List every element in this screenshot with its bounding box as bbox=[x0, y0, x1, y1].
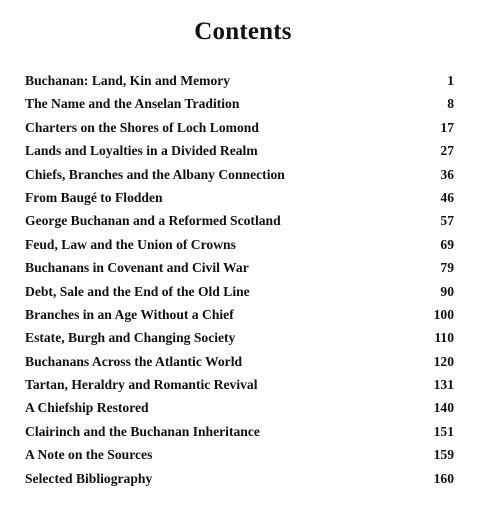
toc-entry-title: Chiefs, Branches and the Albany Connection bbox=[25, 166, 285, 182]
toc-entry-title: Debt, Sale and the End of the Old Line bbox=[25, 283, 250, 299]
toc-entry-page-number: 110 bbox=[434, 330, 454, 346]
toc-entry bbox=[25, 260, 454, 283]
toc-entry-page-number: 151 bbox=[433, 423, 454, 439]
toc-entry bbox=[25, 96, 454, 119]
toc-entry bbox=[25, 237, 454, 260]
toc-entry bbox=[25, 167, 454, 190]
toc-entry-title: Tartan, Heraldry and Romantic Revival bbox=[25, 377, 258, 393]
toc-entry-title: Feud, Law and the Union of Crowns bbox=[25, 236, 236, 252]
toc-entry-page-number: 36 bbox=[440, 166, 454, 182]
toc-entry bbox=[25, 143, 454, 166]
toc-entry bbox=[25, 447, 454, 470]
toc-entry-page-number: 90 bbox=[440, 283, 454, 299]
toc-entry-title: Buchanans in Covenant and Civil War bbox=[25, 260, 249, 276]
toc-entry bbox=[25, 400, 454, 423]
page-title: Contents bbox=[194, 18, 292, 45]
toc-entry-page-number: 131 bbox=[433, 377, 454, 393]
toc-entry-title: A Note on the Sources bbox=[25, 447, 153, 463]
toc-entry bbox=[25, 471, 454, 494]
toc-entry-page-number: 27 bbox=[440, 143, 454, 159]
toc-entry-page-number: 159 bbox=[433, 447, 454, 463]
toc-entry-page-number: 1 bbox=[447, 73, 454, 88]
toc-entry-title: Clairinch and the Buchanan Inheritance bbox=[25, 423, 260, 439]
toc-entry-page-number: 69 bbox=[440, 236, 454, 252]
toc-entry-page-number: 46 bbox=[440, 189, 454, 205]
toc-entry bbox=[25, 213, 454, 236]
toc-entry-title: Selected Bibliography bbox=[25, 470, 153, 486]
toc-entry-title: Charters on the Shores of Loch Lomond bbox=[25, 119, 259, 135]
toc-entry-page-number: 140 bbox=[433, 400, 454, 416]
toc-entry bbox=[25, 120, 454, 143]
toc-entry bbox=[25, 424, 454, 447]
table-of-contents bbox=[25, 73, 454, 494]
toc-entry-title: Branches in an Age Without a Chief bbox=[25, 306, 234, 322]
toc-entry-page-number: 160 bbox=[433, 470, 454, 486]
toc-entry bbox=[25, 307, 454, 330]
toc-entry bbox=[25, 354, 454, 377]
toc-entry-page-number: 8 bbox=[447, 96, 454, 112]
toc-entry-title: Lands and Loyalties in a Divided Realm bbox=[25, 143, 258, 159]
toc-entry-title: From Baugé to Flodden bbox=[25, 189, 163, 205]
toc-entry-title: Estate, Burgh and Changing Society bbox=[25, 330, 236, 346]
toc-entry bbox=[25, 377, 454, 400]
toc-entry bbox=[25, 330, 454, 353]
toc-entry-page-number: 100 bbox=[433, 306, 454, 322]
toc-entry-title: George Buchanan and a Reformed Scotland bbox=[25, 213, 281, 229]
toc-entry-title: A Chiefship Restored bbox=[25, 400, 149, 416]
toc-entry-page-number: 17 bbox=[440, 119, 454, 135]
toc-entry-page-number: 120 bbox=[433, 353, 454, 369]
toc-entry bbox=[25, 190, 454, 213]
toc-entry-title: Buchanan: Land, Kin and Memory bbox=[25, 73, 231, 88]
toc-entry-title: Buchanans Across the Atlantic World bbox=[25, 353, 243, 369]
toc-entry bbox=[25, 284, 454, 307]
toc-entry-page-number: 79 bbox=[440, 260, 454, 276]
toc-entry-title: The Name and the Anselan Tradition bbox=[25, 96, 240, 112]
toc-entry bbox=[25, 73, 454, 96]
toc-entry-page-number: 57 bbox=[440, 213, 454, 229]
